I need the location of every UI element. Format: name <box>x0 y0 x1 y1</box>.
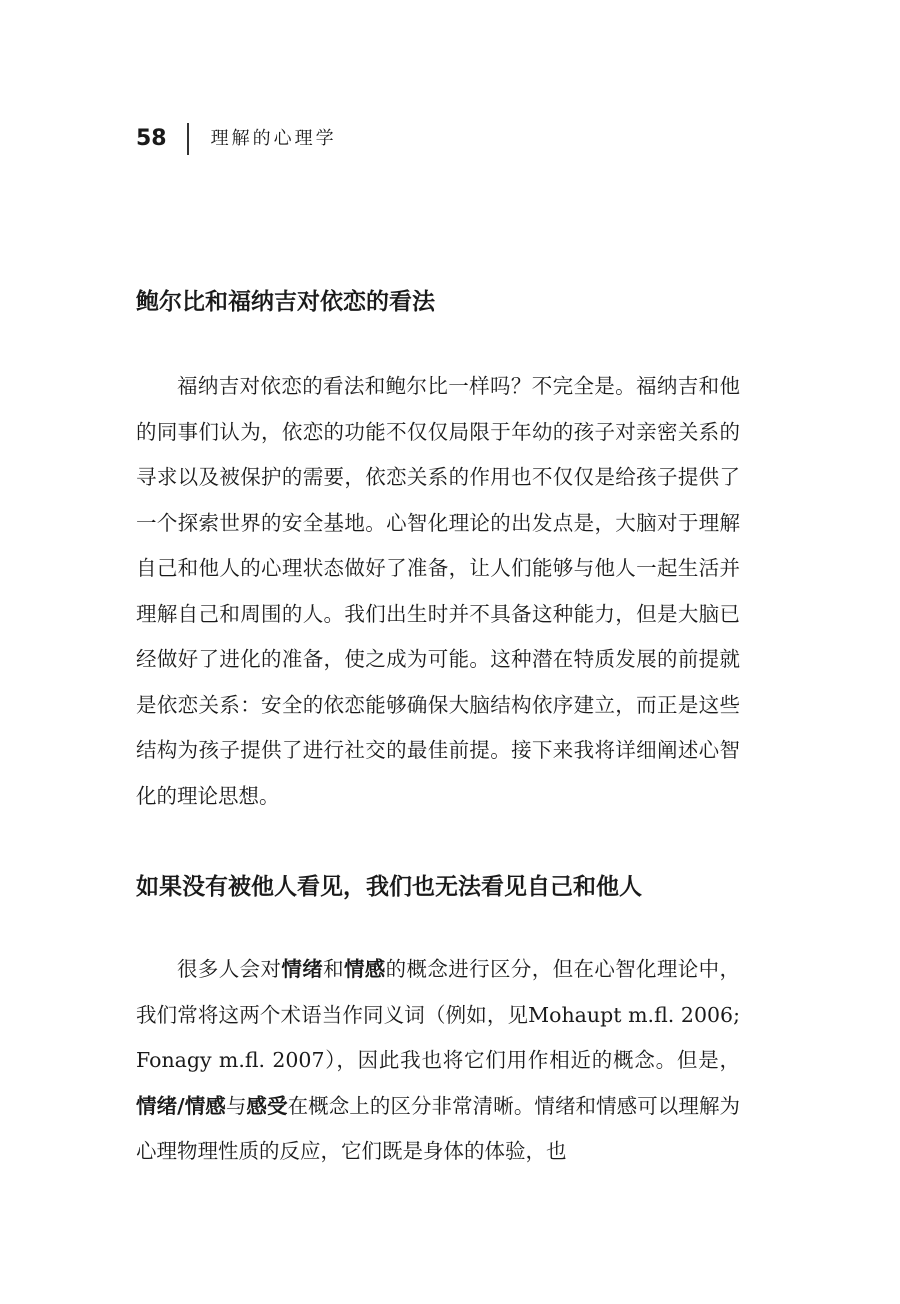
text-run: 很多人会对 <box>177 957 282 981</box>
paragraph-attachment-views: 福纳吉对依恋的看法和鲍尔比一样吗？不完全是。福纳吉和他的同事们认为，依恋的功能不仅仅局限于年幼的孩子对亲密关系的寻求以及被保护的需要，依恋关系的作用也不仅仅是给孩子提供了一个探索世界的安全基地。心智化理论的出发点是，大脑对于理解自己和他人的心理状态做好了准备，让人们能够与他人一起生活并理解自己和周围的人。我们出生时并不具备这种能力，但是大脑已经做好了进化的准备，使之成为可能。这种潜在特质发展的前提就是依恋关系：安全的依恋能够确保大脑结构依序建立，而正是这些结构为孩子提供了进行社交的最佳前提。接下来我将详细阐述心智化的理论思想。 <box>136 374 740 808</box>
text-run: 的概念进行区分，但在心智化理论中，我们常将这两个术语当作同义词（例如，见Mohaupt m.fl. 2006; Fonagy m.fl. 2007），因此我也将它们用作相近的概念。但是， <box>136 957 741 1072</box>
term-feeling: 感受 <box>246 1093 288 1118</box>
term-affect: 情感 <box>343 957 386 981</box>
book-title: 理解的心理学 <box>210 128 337 149</box>
text-run: 和 <box>323 957 344 981</box>
running-head <box>136 122 337 156</box>
page-number: 58 <box>136 126 167 151</box>
header-divider <box>187 123 189 155</box>
term-emotion: 情绪 <box>281 957 324 981</box>
section-heading-attachment-views: 鲍尔比和福纳吉对依恋的看法 <box>136 289 435 315</box>
page-body <box>136 280 740 1175</box>
paragraph-emotion-terms <box>136 947 740 1175</box>
section-heading-being-seen: 如果没有被他人看见，我们也无法看见自己和他人 <box>136 874 642 900</box>
text-run: 在概念上的区分非常清晰。情绪和情感可以理解为心理物理性质的反应，它们既是身体的体验，也 <box>136 1093 741 1163</box>
term-emotion-affect: 情绪/情感 <box>136 1093 226 1118</box>
text-run: 与 <box>225 1093 247 1118</box>
